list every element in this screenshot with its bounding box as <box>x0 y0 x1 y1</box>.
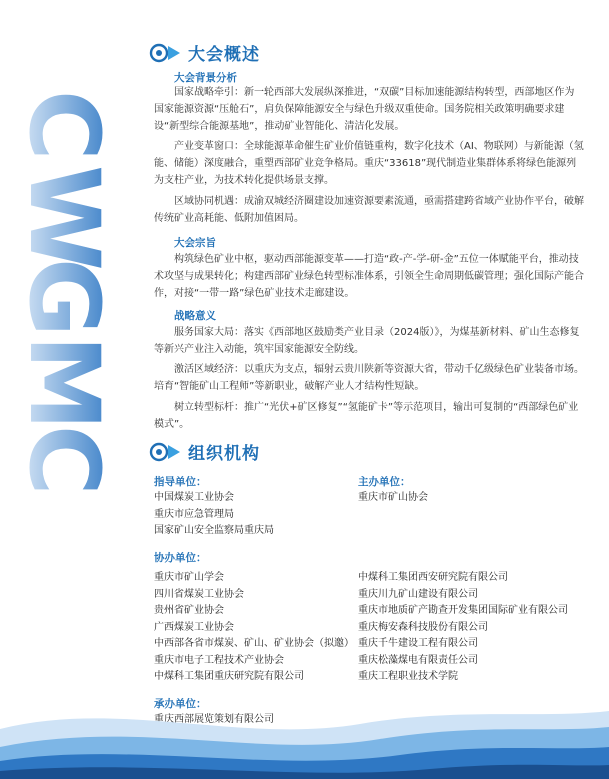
significance-paragraph: 服务国家大局：落实《西部地区鼓励类产业目录（2024版）》，为煤基新材料、矿山生态修复等新兴产业注入动能，筑牢国家能源安全防线。 <box>154 327 580 355</box>
watermark-letter: M <box>8 335 120 431</box>
co-organizer-unit: 重庆市地质矿产勘查开发集团国际矿业有限公司 <box>358 605 568 616</box>
guidance-list <box>154 490 274 540</box>
undertaker-unit: 重庆西部展览策划有限公司 <box>154 714 274 725</box>
guidance-unit: 国家矿山安全监察局重庆局 <box>154 525 274 536</box>
decorative-wave <box>0 689 609 779</box>
watermark-letter: G <box>8 258 120 337</box>
watermark-letter: C <box>8 425 120 496</box>
significance-paragraph: 树立转型标杆：推广“光伏+矿区修复”“氢能矿卡”等示范项目，输出可复制的“西部绿色矿业模式”。 <box>154 402 579 430</box>
background-paragraph: 区域协同机遇：成渝双城经济圈建设加速资源要素流通，亟需搭建跨省域产业协作平台，破解传统矿业高耗能、低附加值困局。 <box>154 196 584 224</box>
co-organizer-unit: 贵州省矿业协会 <box>154 605 224 616</box>
co-organizer-list-right <box>358 570 568 686</box>
overview-header <box>150 40 260 65</box>
co-organizer-label: 协办单位： <box>154 552 207 564</box>
purpose-heading: 大会宗旨 <box>174 237 216 249</box>
co-organizer-unit: 中西部各省市煤炭、矿山、矿业协会（拟邀） <box>154 638 354 649</box>
co-organizer-unit: 广西煤炭工业协会 <box>154 621 234 633</box>
host-list <box>358 490 428 507</box>
overview-title: 大会概述 <box>188 45 260 65</box>
host-label: 主办单位： <box>358 476 411 488</box>
organization-header <box>150 439 260 464</box>
co-organizer-unit: 重庆松藻煤电有限责任公司 <box>358 654 478 666</box>
background-paragraph: 国家战略牵引：新一轮西部大发展纵深推进，“双碳”目标加速能源结构转型，西部地区作为国家能源资源“压舱石”，肩负保障能源安全与绿色升级双重使命。国务院相关政策明确要求建设“新型综合能源基地”，推动矿业智能化、清洁化发展。 <box>154 87 575 132</box>
watermark-letter: W <box>8 165 120 271</box>
significance-heading: 战略意义 <box>174 310 216 322</box>
co-organizer-unit: 重庆市矿山学会 <box>154 572 224 583</box>
organization-title: 组织机构 <box>188 444 260 464</box>
guidance-unit: 中国煤炭工业协会 <box>154 492 234 503</box>
co-organizer-unit: 中煤科工集团西安研究院有限公司 <box>358 572 508 583</box>
guidance-unit: 重庆市应急管理局 <box>154 508 234 520</box>
co-organizer-unit: 重庆川九矿山建设有限公司 <box>358 588 478 600</box>
significance-paragraph: 激活区域经济：以重庆为支点，辐射云贵川陕新等资源大省，带动千亿级绿色矿业装备市场。培育“智能矿山工程师”等新职业，破解产业人才结构性短缺。 <box>154 364 584 392</box>
guidance-label: 指导单位： <box>154 476 207 488</box>
background-paragraph: 产业变革窗口：全球能源革命催生矿业价值链重构，数字化技术（AI、物联网）与新能源（氢能、储能）深度融合，重塑西部矿业竞争格局。重庆“33618”现代制造业集群体系将绿色能源列为支柱产业，为技术转化提供场景支撑。 <box>154 141 584 186</box>
co-organizer-unit: 重庆千牛建设工程有限公司 <box>358 638 478 649</box>
host-unit: 重庆市矿山协会 <box>358 492 428 503</box>
logo-icon <box>150 441 182 463</box>
undertaker-label: 承办单位： <box>154 698 207 710</box>
purpose-paragraph: 构筑绿色矿业中枢，驱动西部能源变革——打造“政-产-学-研-金”五位一体赋能平台，推动技术攻坚与成果转化；构建西部矿业绿色转型标准体系，引领全生命周期低碳管理；强化国际产能合作，对接“一带一路”绿色矿业技术走廊建设。 <box>154 254 584 299</box>
co-organizer-unit: 四川省煤炭工业协会 <box>154 588 244 600</box>
co-organizer-unit: 重庆梅安森科技股份有限公司 <box>358 621 488 633</box>
co-organizer-list-left <box>154 570 354 686</box>
co-organizer-unit: 重庆市电子工程技术产业协会 <box>154 654 284 666</box>
co-organizer-unit: 中煤科工集团重庆研究院有限公司 <box>154 671 304 682</box>
co-organizer-unit: 重庆工程职业技术学院 <box>358 671 458 682</box>
background-heading: 大会背景分析 <box>174 72 237 84</box>
cwgmc-watermark-letters <box>6 30 126 496</box>
watermark-letter: C <box>8 90 120 161</box>
logo-icon <box>150 42 182 64</box>
